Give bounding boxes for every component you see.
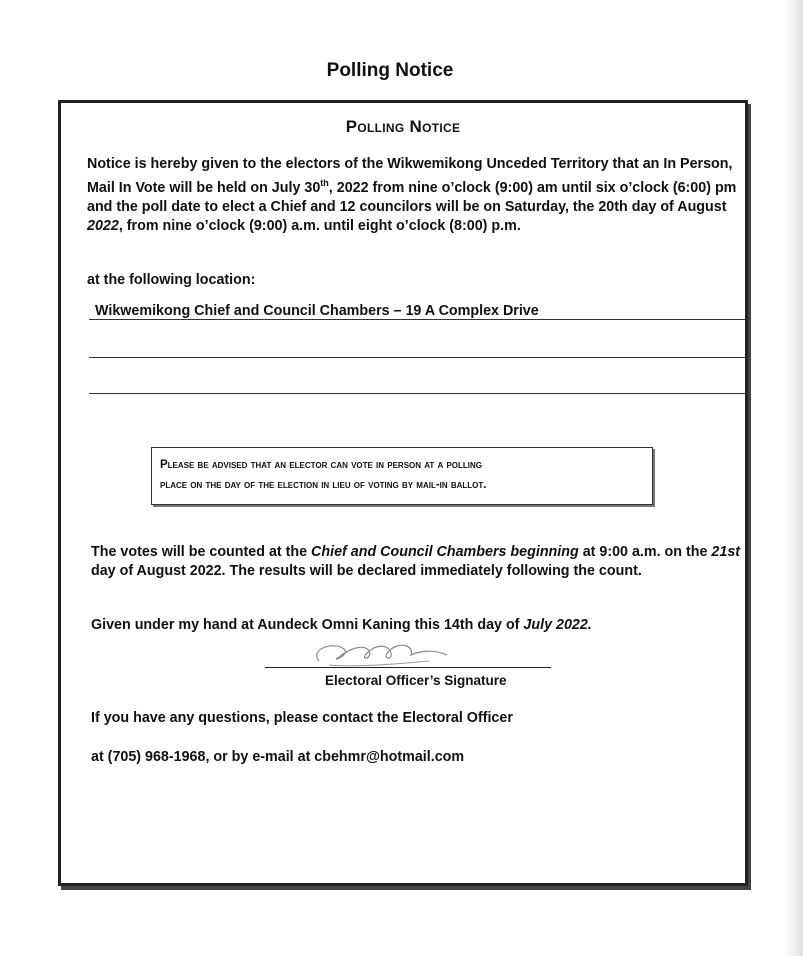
advisory-box bbox=[151, 447, 653, 505]
signature-line bbox=[265, 667, 551, 668]
location-value: Wikwemikong Chief and Council Chambers – 19 A Complex Drive bbox=[95, 303, 539, 319]
signature-label: Electoral Officer’s Signature bbox=[325, 673, 507, 688]
notice-paragraph bbox=[87, 155, 747, 236]
count-italic-a: Chief and Council Chambers beginning bbox=[311, 544, 579, 560]
notice-frame bbox=[58, 100, 748, 886]
location-line-1 bbox=[89, 319, 745, 320]
advisory-line-2: place on the day of the election in lieu of voting by mail-in ballot. bbox=[160, 479, 487, 491]
count-text-c: day of August 2022. The results will be declared immediately following the count. bbox=[91, 563, 642, 579]
count-text-a: The votes will be counted at the bbox=[91, 544, 312, 560]
count-paragraph bbox=[91, 543, 741, 581]
page-edge-shadow bbox=[785, 0, 803, 956]
notice-heading: Polling Notice bbox=[345, 117, 461, 136]
location-line-2 bbox=[89, 357, 745, 358]
given-paragraph bbox=[91, 616, 592, 635]
count-text-b: at 9:00 a.m. on the bbox=[578, 544, 712, 560]
count-italic-b: 21st bbox=[711, 544, 741, 560]
location-label: at the following location: bbox=[87, 272, 256, 288]
given-text: Given under my hand at Aundeck Omni Kaning this 14th day of bbox=[91, 617, 524, 633]
handwritten-signature bbox=[289, 639, 449, 669]
contact-text: at (705) 968-1968, or by e-mail at cbehmr@hotmail.com bbox=[91, 749, 465, 765]
notice-text-1: Notice is hereby given to the electors of the Wikwemikong Unceded Territory that an In Person, Mail In Vote will be held on July 30 bbox=[87, 156, 733, 196]
notice-text-3: , from nine o’clock (9:00) a.m. until eight o’clock (8:00) p.m. bbox=[118, 217, 521, 234]
notice-year-italic: 2022 bbox=[87, 217, 119, 234]
location-line-3 bbox=[89, 393, 745, 394]
notice-superscript: th bbox=[320, 178, 329, 188]
advisory-line-1: Please be advised that an elector can vote in person at a polling bbox=[160, 459, 483, 471]
notice-text-2: , 2022 from nine o’clock (9:00) am until six o’clock (6:00) pm and the poll date to elect a Chief and 12 councilors will be on Saturday, the 20th day of August bbox=[87, 179, 737, 215]
given-italic: July 2022. bbox=[523, 617, 592, 633]
page-title: Polling Notice bbox=[326, 60, 454, 81]
questions-text: If you have any questions, please contact the Electoral Officer bbox=[91, 710, 513, 726]
